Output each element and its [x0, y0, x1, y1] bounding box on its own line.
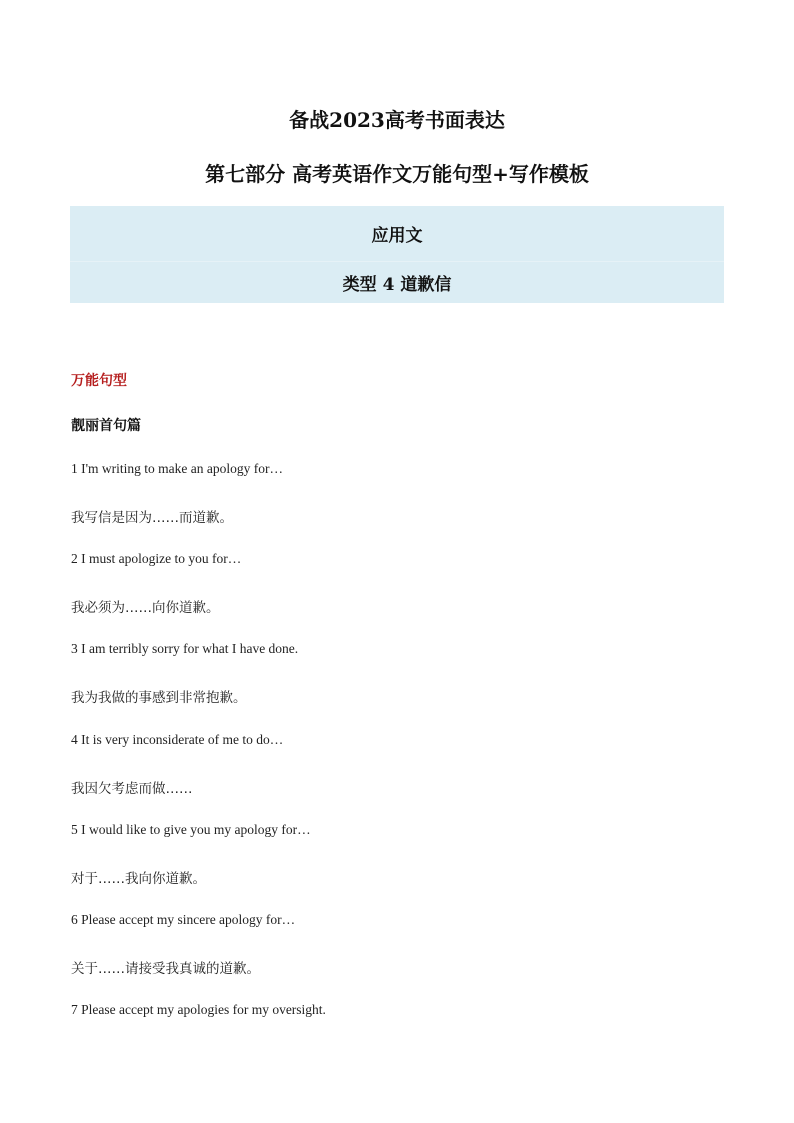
sentence-en-6: 6 Please accept my sincere apology for…	[71, 912, 296, 927]
sentence-en-1: 1 I'm writing to make an apology for…	[71, 461, 284, 476]
type-label: 类型 4 道歉信	[342, 275, 452, 295]
sentence-zh-6: 关于……请接受我真诚的道歉。	[71, 961, 260, 977]
sentence-zh-5: 对于……我向你道歉。	[71, 871, 206, 887]
document-title: 备战2023高考书面表达	[289, 108, 505, 132]
sentence-zh-2: 我必须为……向你道歉。	[71, 600, 220, 616]
sentence-zh-4: 我因欠考虑而做……	[71, 781, 193, 797]
sentence-zh-3: 我为我做的事感到非常抱歉。	[71, 690, 247, 706]
sentence-zh-1: 我写信是因为……而道歉。	[71, 510, 233, 526]
sentence-en-2: 2 I must apologize to you for…	[71, 551, 242, 566]
sentence-en-4: 4 It is very inconsiderate of me to do…	[71, 732, 284, 747]
sentence-en-7: 7 Please accept my apologies for my oversight.	[71, 1002, 326, 1017]
category-band	[70, 206, 724, 261]
document-subtitle: 第七部分 高考英语作文万能句型+写作模板	[205, 162, 589, 186]
section-heading: 万能句型	[71, 373, 127, 389]
sentence-en-3: 3 I am terribly sorry for what I have done.	[71, 641, 299, 656]
type-band	[70, 262, 724, 303]
section-subheading: 靓丽首句篇	[71, 418, 141, 434]
sentence-en-5: 5 I would like to give you my apology for…	[71, 822, 311, 837]
category-label: 应用文	[371, 226, 423, 246]
